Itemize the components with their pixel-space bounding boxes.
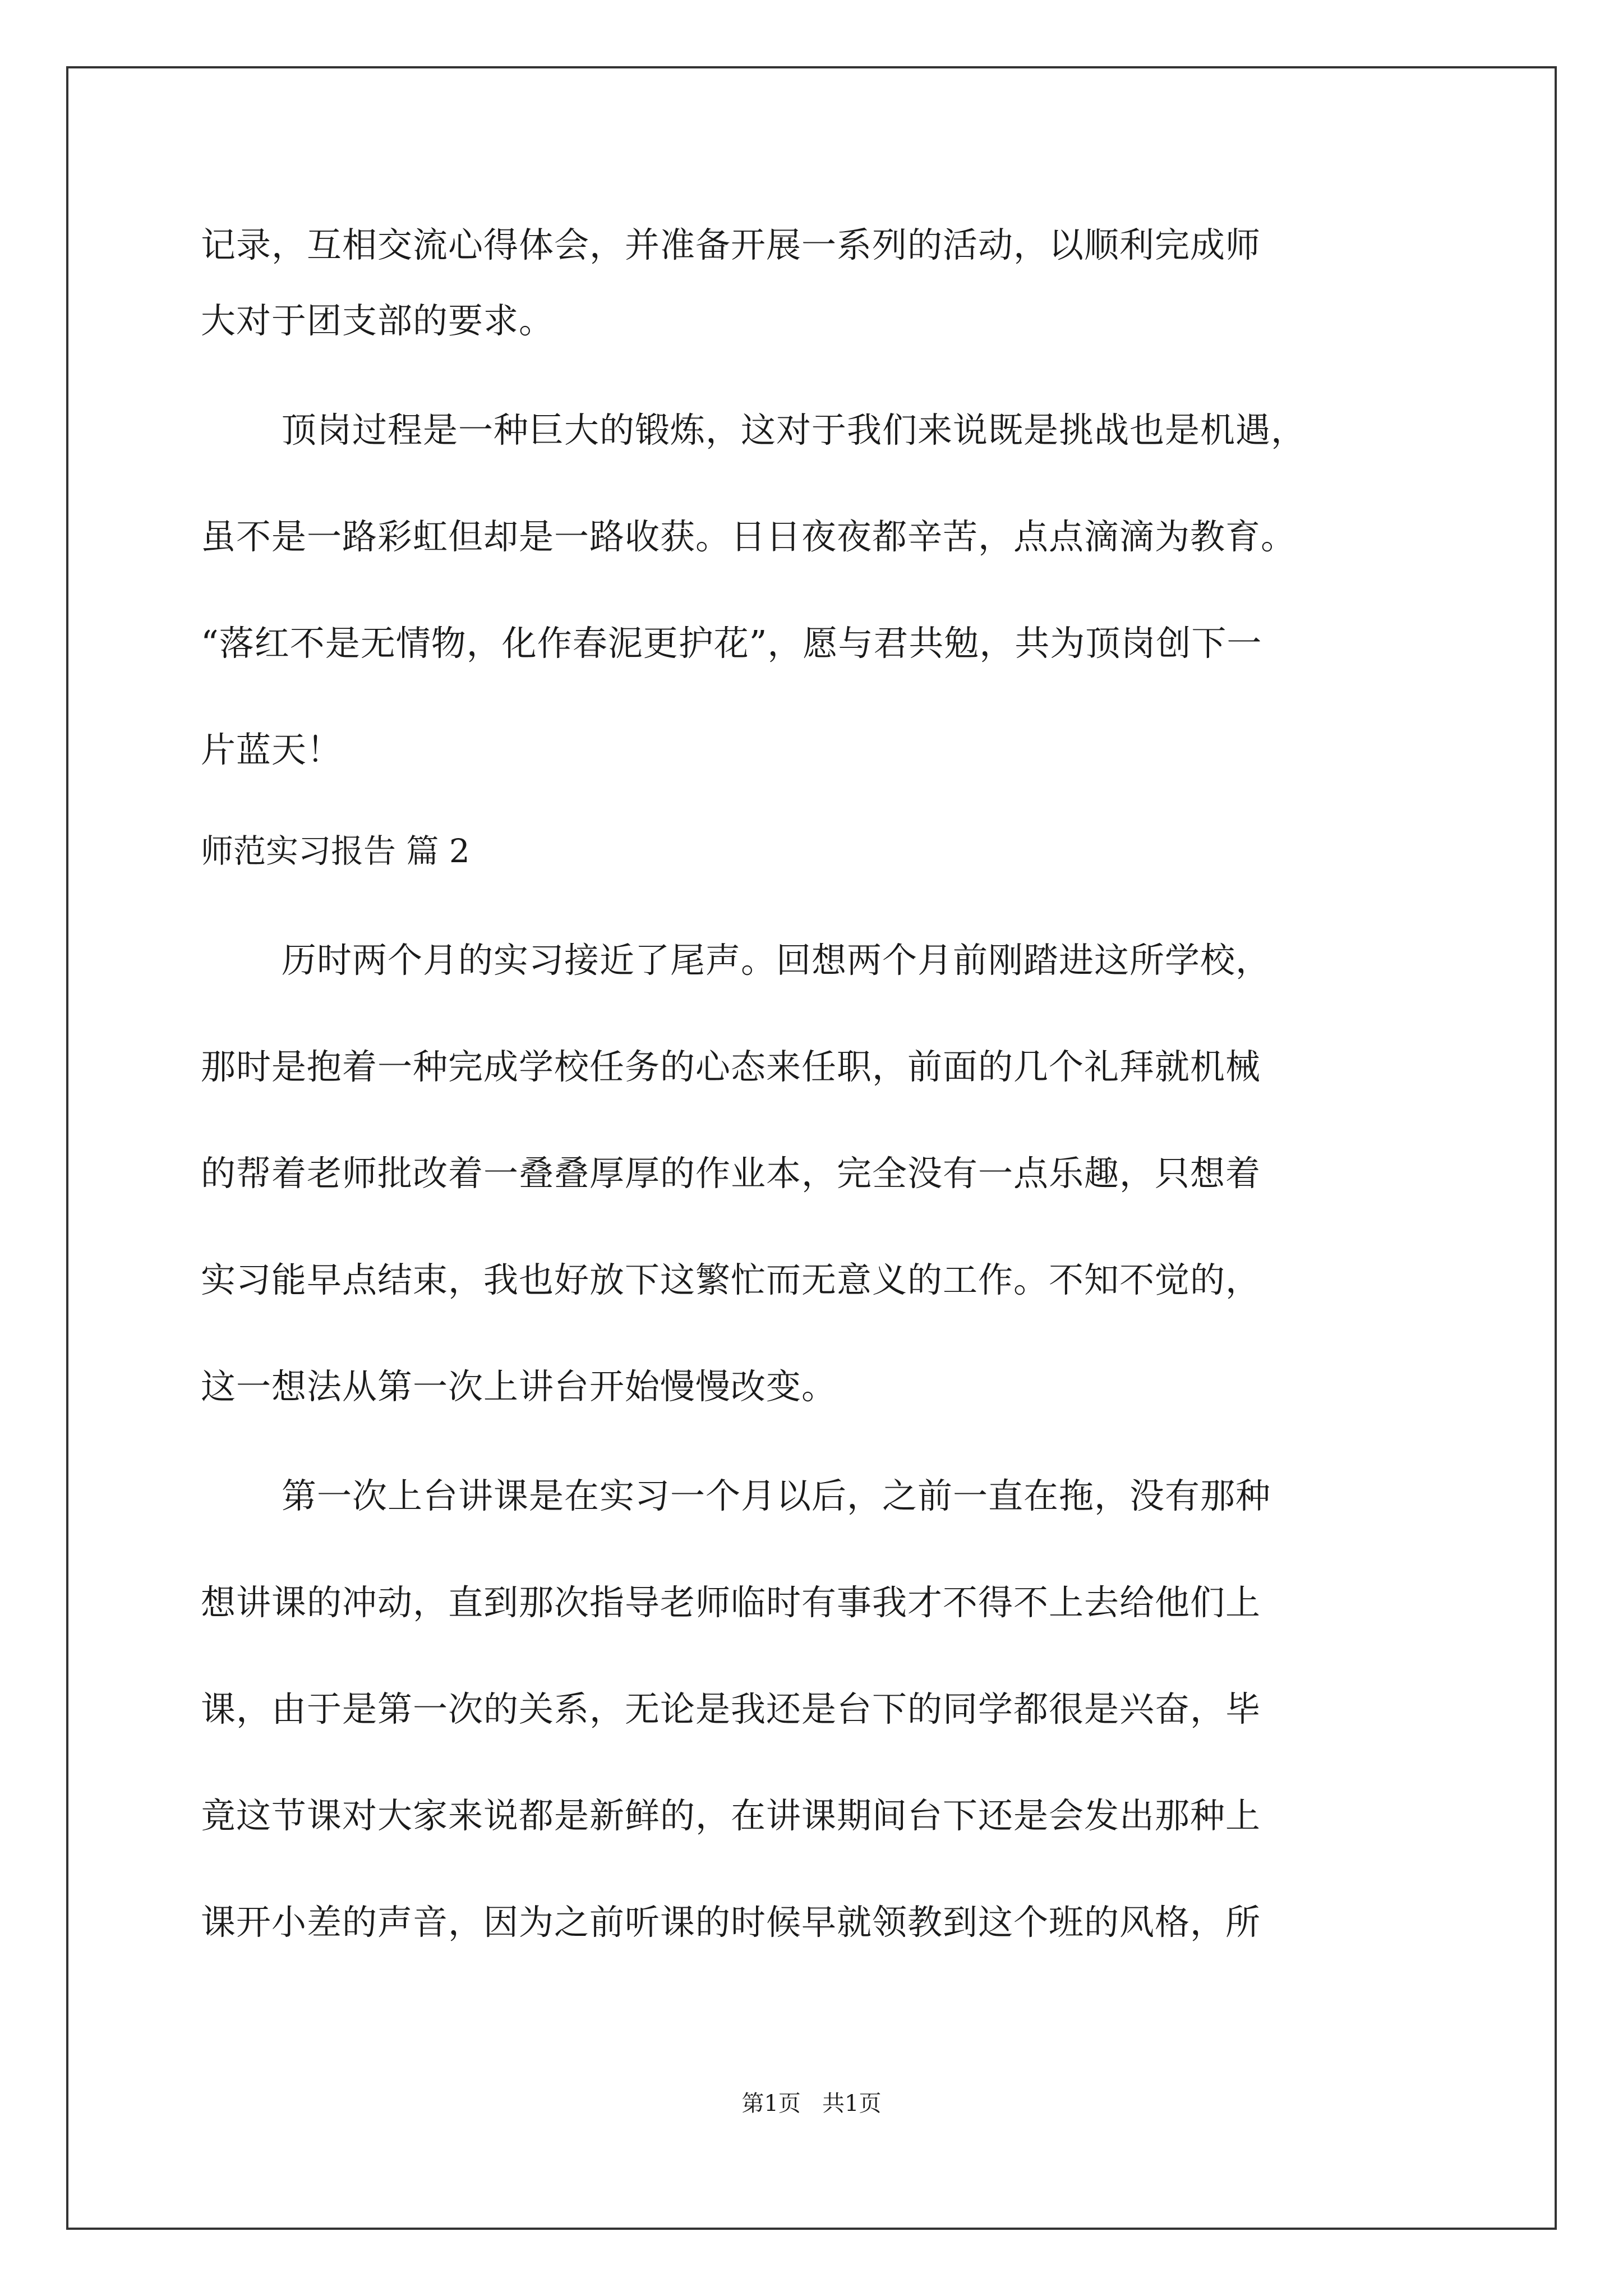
paragraph-line: 的帮着老师批改着一叠叠厚厚的作业本，完全没有一点乐趣，只想着 (201, 1153, 1261, 1194)
paragraph-line: 竟这节课对大家来说都是新鲜的，在讲课期间台下还是会发出那种上 (201, 1795, 1261, 1836)
paragraph-line: 这一想法从第一次上讲台开始慢慢改变。 (201, 1366, 837, 1407)
paragraph-line: 课开小差的声音，因为之前听课的时候早就领教到这个班的风格，所 (201, 1902, 1261, 1943)
paragraph-line: 历时两个月的实习接近了尾声。回想两个月前刚踏进这所学校， (282, 940, 1271, 981)
paragraph-line: 实习能早点结束，我也好放下这繁忙而无意义的工作。不知不觉的， (201, 1259, 1261, 1300)
paragraph-line: 那时是抱着一种完成学校任务的心态来任职，前面的几个礼拜就机械 (201, 1046, 1261, 1087)
paragraph-line: 记录，互相交流心得体会，并准备开展一系列的活动，以顺利完成师 (201, 224, 1261, 265)
paragraph-line: 想讲课的冲动，直到那次指导老师临时有事我才不得不上去给他们上 (201, 1582, 1261, 1623)
paragraph-line: 课，由于是第一次的关系，无论是我还是台下的同学都很是兴奋，毕 (201, 1688, 1261, 1729)
section-heading: 师范实习报告 篇 2 (201, 832, 470, 870)
paragraph-line: 虽不是一路彩虹但却是一路收获。日日夜夜都辛苦，点点滴滴为教育。 (201, 516, 1297, 557)
paragraph-line: 片蓝天！ (201, 729, 343, 770)
paragraph-line: 第一次上台讲课是在实习一个月以后，之前一直在拖，没有那种 (282, 1475, 1271, 1516)
paragraph-line: 大对于团支部的要求。 (201, 300, 555, 341)
page-footer: 第1页 共1页 (741, 2091, 882, 2116)
paragraph-line: 顶岗过程是一种巨大的锻炼，这对于我们来说既是挑战也是机遇， (282, 409, 1307, 450)
paragraph-line: “落红不是无情物，化作春泥更护花”，愿与君共勉，共为顶岗创下一 (201, 623, 1262, 664)
